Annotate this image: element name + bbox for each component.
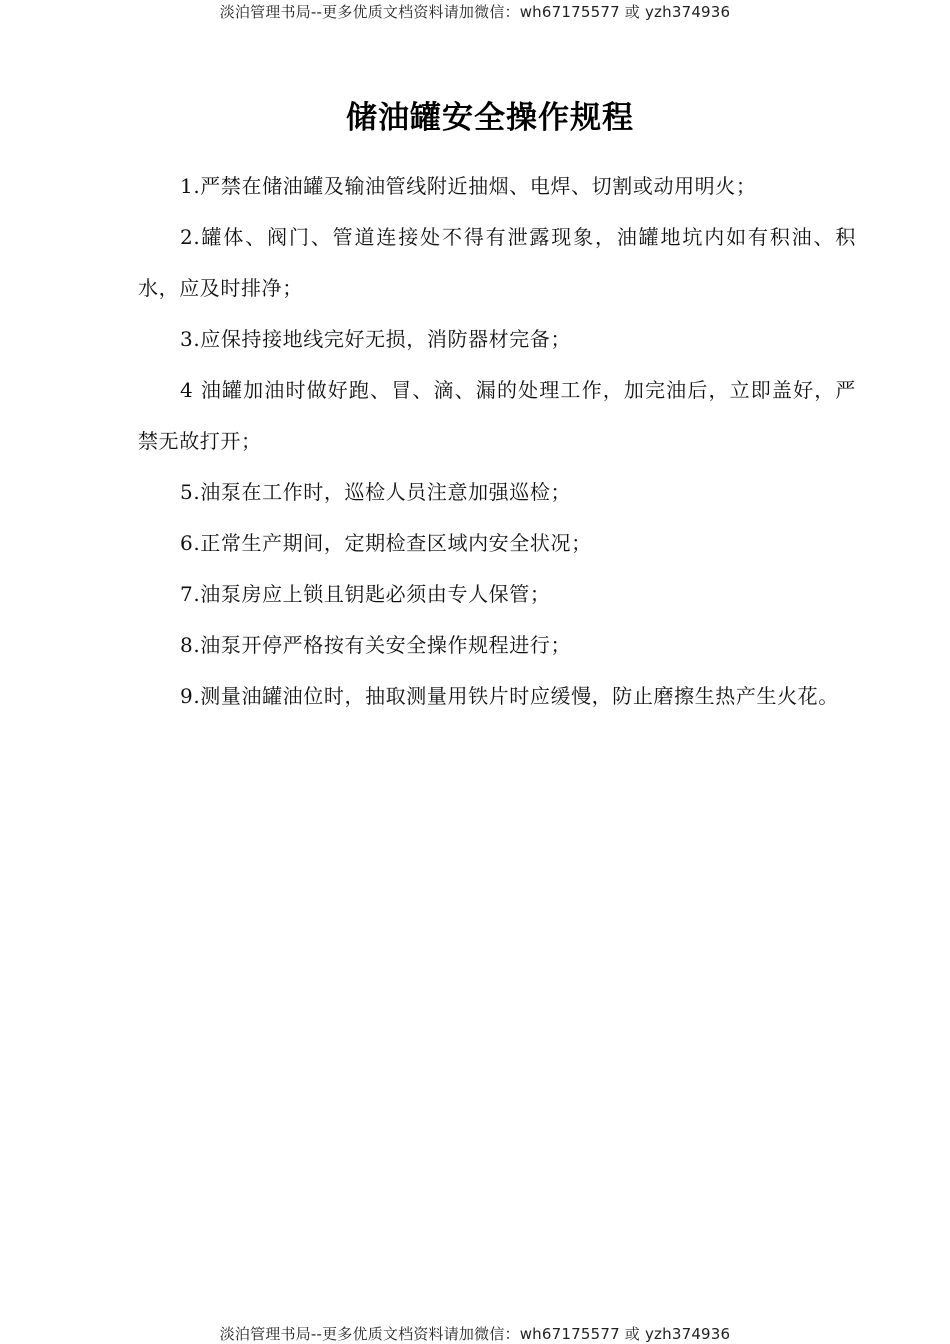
rule-item-5: 5.油泵在工作时，巡检人员注意加强巡检； [180,480,572,504]
document-title: 储油罐安全操作规程 [346,100,634,136]
rules-list [138,161,856,722]
rule-item-3: 3.应保持接地线完好无损，消防器材完备； [180,327,572,351]
footer-banner: 淡泊管理书局--更多优质文档资料请加微信：wh67175577 或 yzh374936 [219,1325,731,1343]
rule-item-1: 1.严禁在储油罐及输油管线附近抽烟、电焊、切割或动用明火； [180,174,757,198]
rule-item-6: 6.正常生产期间，定期检查区域内安全状况； [180,531,592,555]
rule-item-4: 4 油罐加油时做好跑、冒、滴、漏的处理工作，加完油后，立即盖好，严禁无故打开； [138,378,856,453]
header-banner: 淡泊管理书局--更多优质文档资料请加微信：wh67175577 或 yzh374936 [219,3,731,21]
rule-item-8: 8.油泵开停严格按有关安全操作规程进行； [180,633,572,657]
rule-item-9: 9.测量油罐油位时，抽取测量用铁片时应缓慢，防止磨擦生热产生火花。 [180,684,839,708]
rule-item-7: 7.油泵房应上锁且钥匙必须由专人保管； [180,582,551,606]
rule-item-2: 2.罐体、阀门、管道连接处不得有泄露现象，油罐地坑内如有积油、积水，应及时排净； [138,225,856,300]
